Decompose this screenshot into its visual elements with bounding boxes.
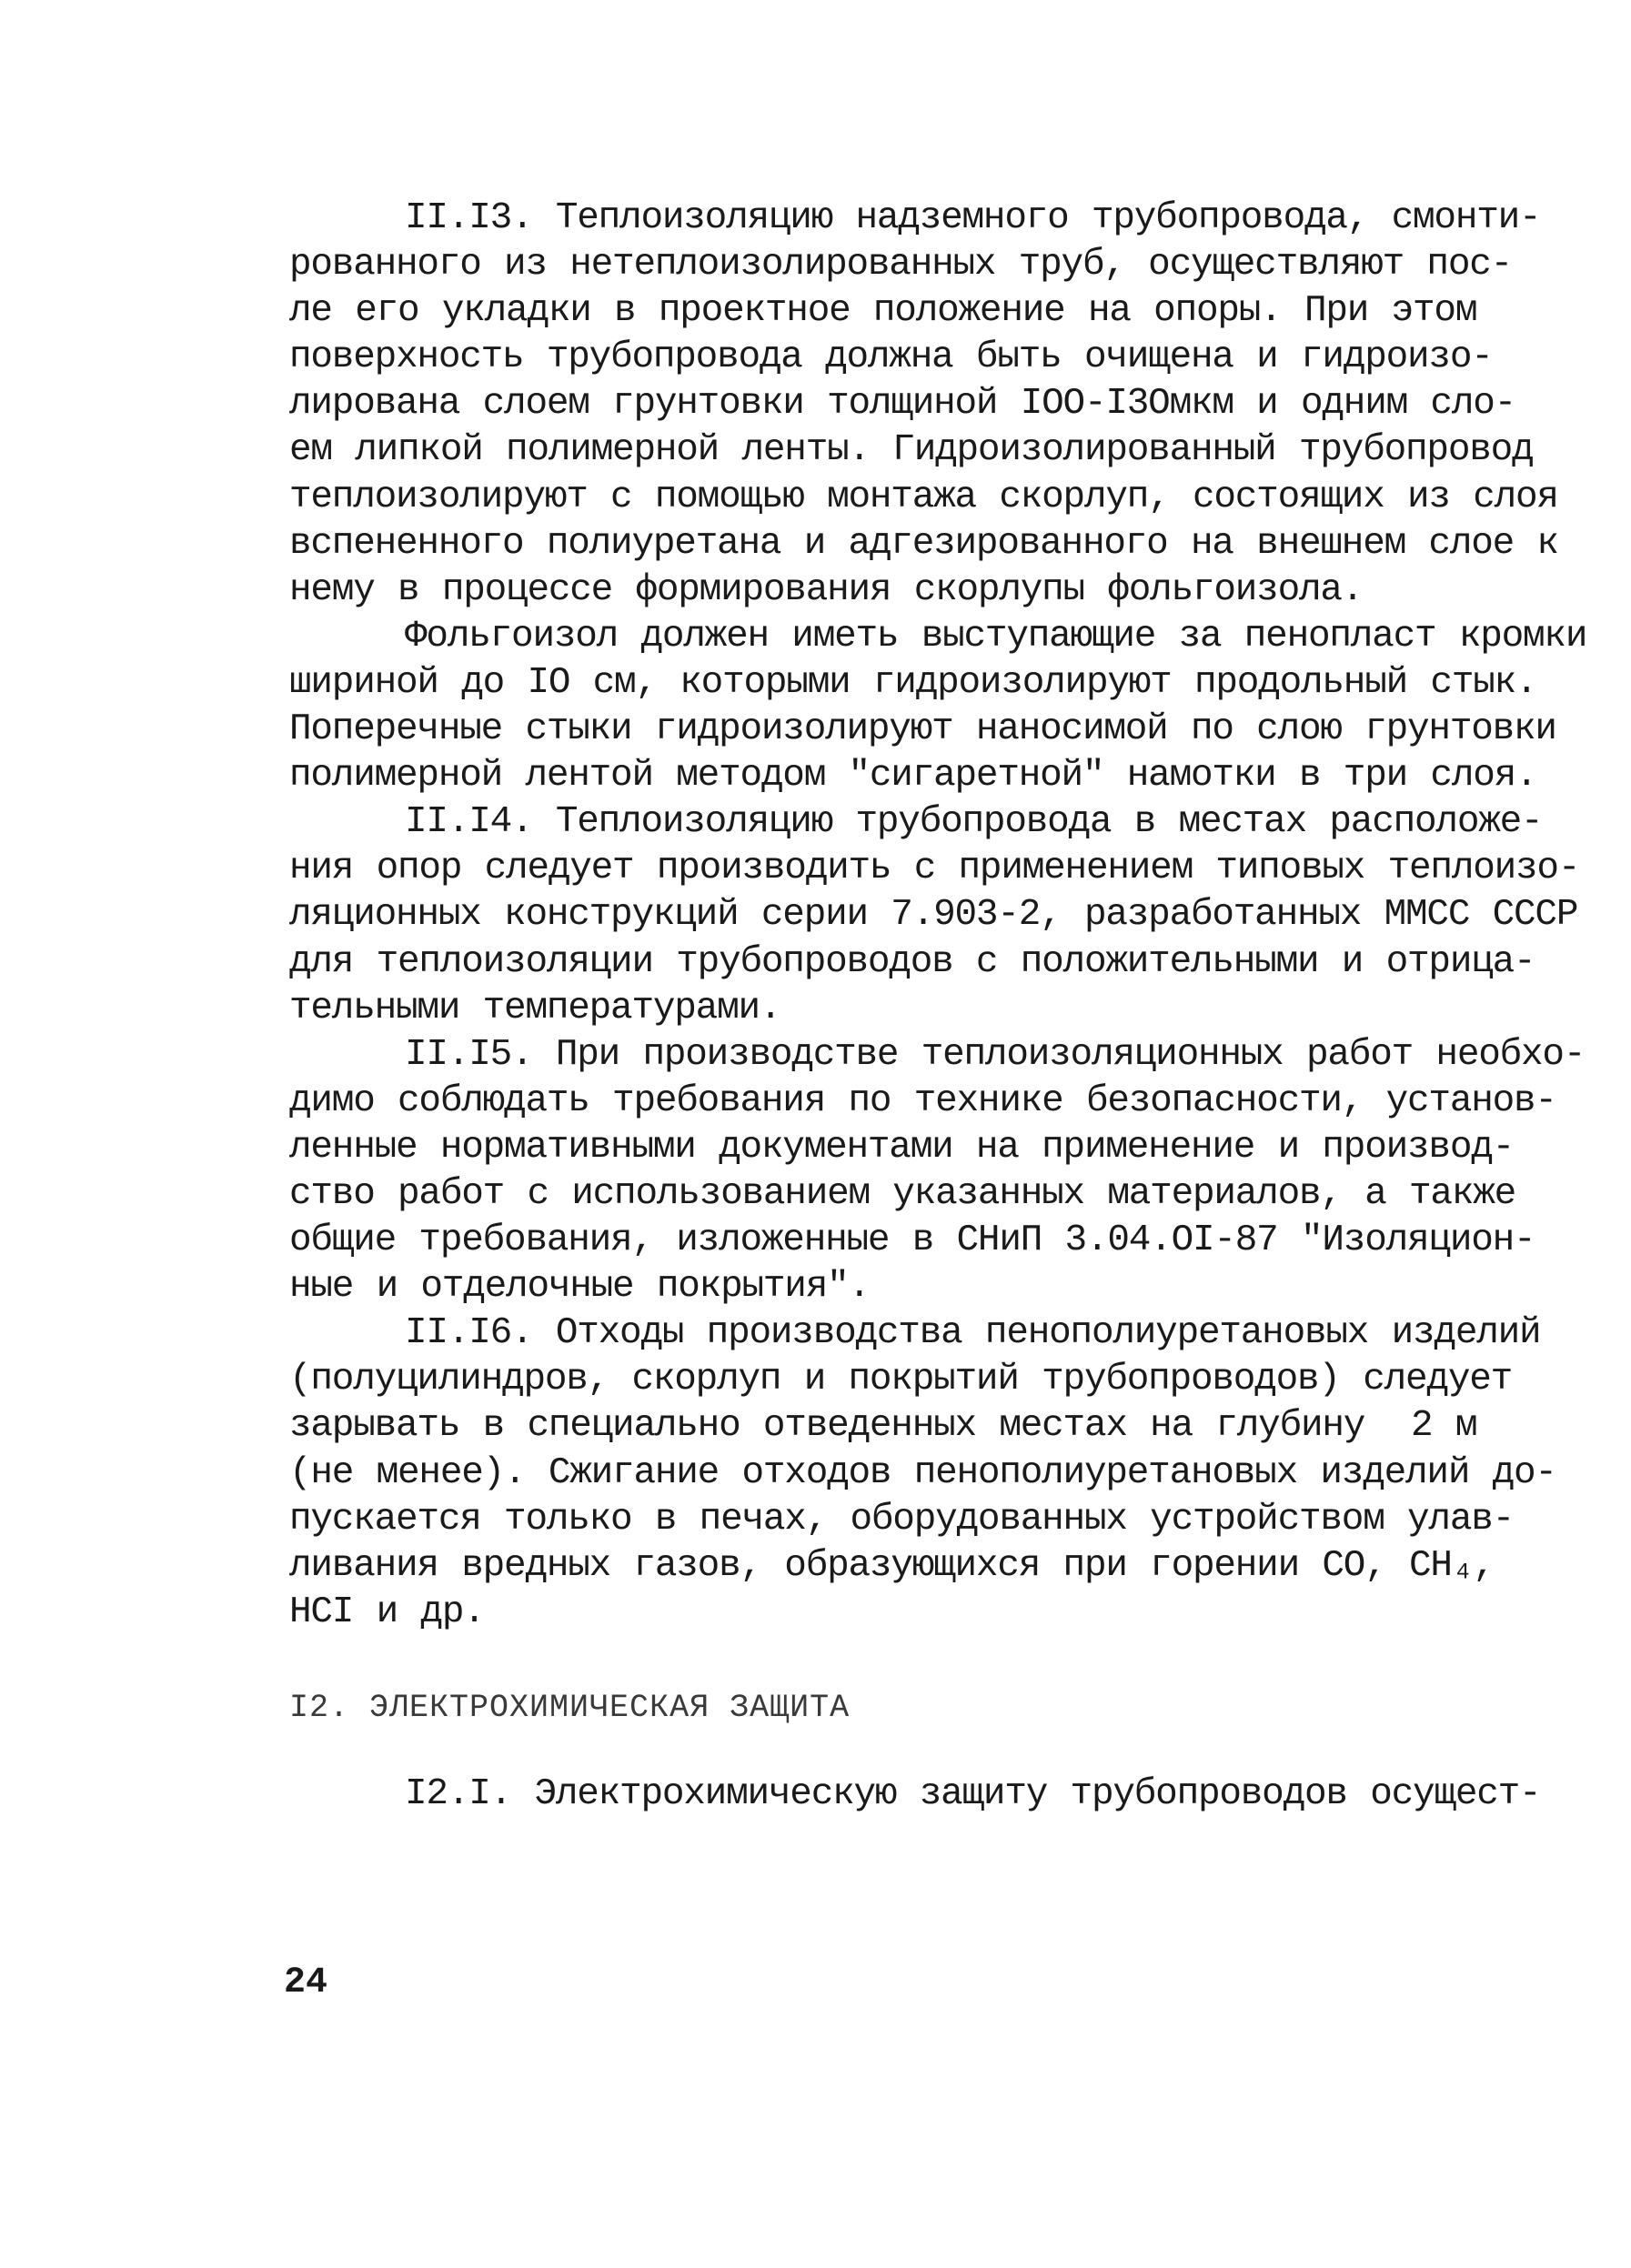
text-line: II.I3. Теплоизоляцию надземного трубопровода, смонти- [289, 197, 1541, 239]
text-line: рованного из нетеплоизолированных труб, осуществляют пос- [289, 244, 1513, 286]
text-line: для теплоизоляции трубопроводов с положительными и отрица- [289, 940, 1535, 983]
text-line: II.I4. Теплоизоляцию трубопровода в местах расположе- [289, 801, 1543, 844]
body-text [289, 196, 1587, 1636]
text-line: лирована слоем грунтовки толщиной IOO-I3Oмкм и одним сло- [289, 383, 1516, 426]
text-line: Фольгоизол должен иметь выступающие за пенопласт кромки [289, 615, 1587, 657]
text-line: ство работ с использованием указанных материалов, а также [289, 1172, 1516, 1215]
text-line: теплоизолируют с помощью монтажа скорлуп, состоящих из слоя [289, 476, 1558, 518]
text-line: тельными температурами. [289, 987, 781, 1029]
section-heading: I2. ЭЛЕКТРОХИМИЧЕСКАЯ ЗАЩИТА [289, 1690, 851, 1726]
text-line: I2.I. Электрохимическую защиту трубопроводов осущест- [289, 1773, 1541, 1815]
text-line: ле его укладки в проектное положение на опоры. При этом [289, 290, 1477, 333]
text-line: зарывать в специально отведенных местах на глубину 2 м [289, 1405, 1477, 1448]
text-line: общие требования, изложенные в СНиП 3.04.OI-87 "Изоляцион- [289, 1219, 1535, 1262]
text-line: шириной до IO см, которыми гидроизолируют продольный стык. [289, 661, 1537, 704]
text-line: поверхность трубопровода должна быть очищена и гидроизо- [289, 336, 1493, 379]
text-line: II.I5. При производстве теплоизоляционных работ необхо- [289, 1033, 1586, 1076]
text-line: HCI и др. [289, 1591, 485, 1633]
text-line: димо соблюдать требования по технике безопасности, установ- [289, 1079, 1556, 1122]
text-line: Поперечные стыки гидроизолируют наносимой по слою грунтовки [289, 708, 1556, 751]
section-body-text [289, 1771, 1541, 1818]
text-line: ния опор следует производить с применением типовых теплоизо- [289, 848, 1580, 890]
text-line: ляционных конструкций серии 7.903-2, разработанных ММСС СССР [289, 894, 1578, 937]
text-line: ные и отделочные покрытия". [289, 1266, 870, 1309]
text-line: ем липкой полимерной ленты. Гидроизолированный трубопровод [289, 429, 1534, 472]
text-line: вспененного полиуретана и адгезированного на внешнем слое к [289, 522, 1558, 565]
text-line: (не менее). Сжигание отходов пенополиуретановых изделий до- [289, 1451, 1556, 1494]
text-line: II.I6. Отходы производства пенополиуретановых изделий [289, 1312, 1541, 1355]
text-line: ливания вредных газов, образующихся при горении CO, CH₄, [289, 1544, 1495, 1587]
page-number: 24 [284, 1962, 328, 2003]
text-line: (полуцилиндров, скорлуп и покрытий трубопроводов) следует [289, 1359, 1513, 1401]
text-line: нему в процессе формирования скорлупы фольгоизола. [289, 568, 1364, 611]
text-line: полимерной лентой методом "сигаретной" намотки в три слоя. [289, 755, 1537, 798]
text-line: ленные нормативными документами на применение и производ- [289, 1126, 1515, 1169]
text-line: пускается только в печах, оборудованных устройством улав- [289, 1498, 1515, 1540]
